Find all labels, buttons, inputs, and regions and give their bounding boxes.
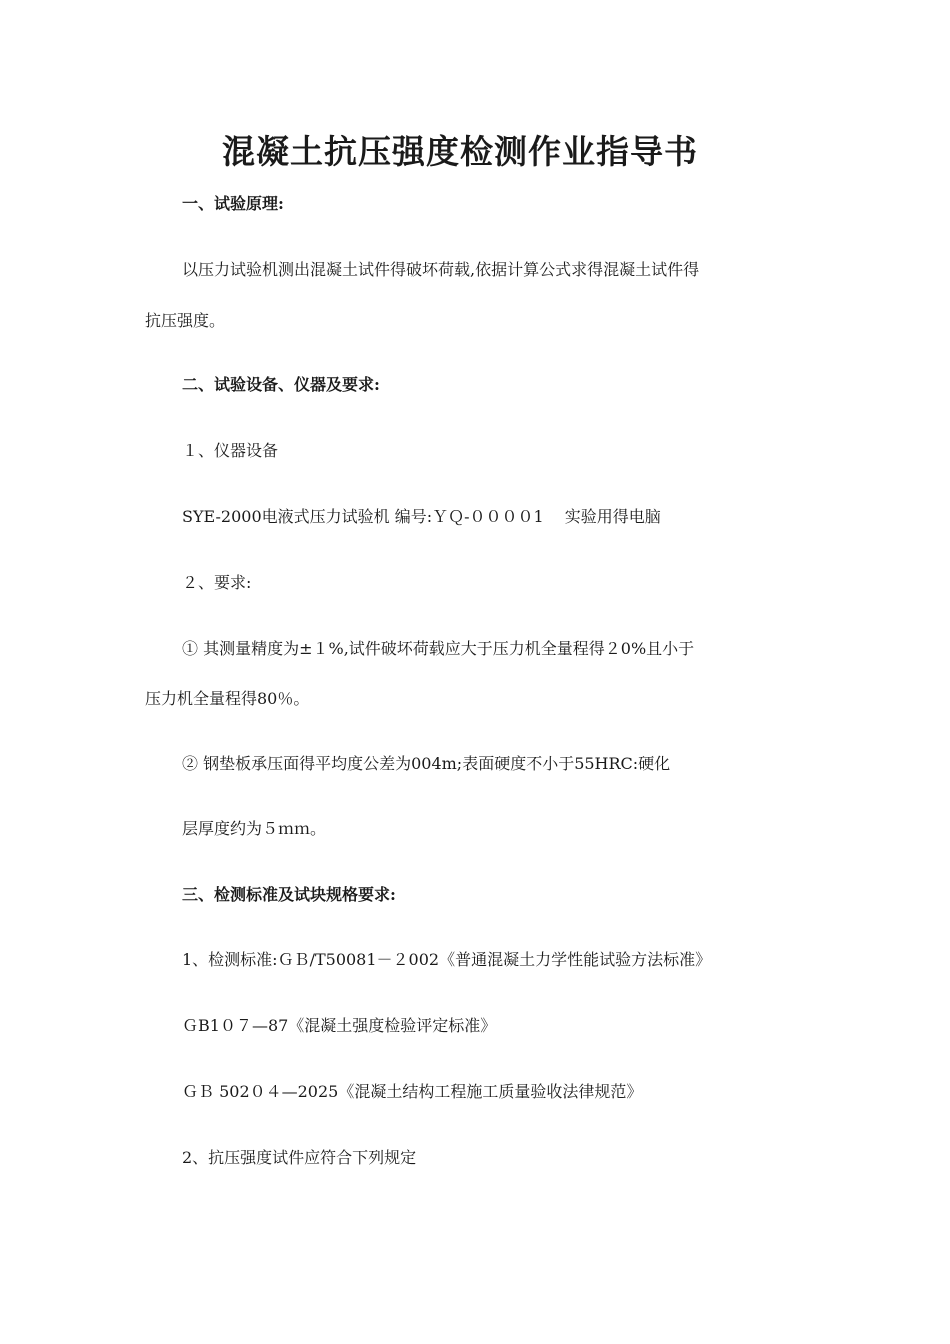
section-heading-standards: 三、检测标准及试块规格要求: xyxy=(182,885,396,904)
requirement-line: ① 其测量精度为±１%,试件破坏荷载应大于压力机全量程得２0%且小于 xyxy=(182,639,695,658)
page-title: 混凝土抗压强度检测作业指导书 xyxy=(222,132,698,171)
standard-line: ＧＢ 502０４—2025《混凝土结构工程施工质量验收法律规范》 xyxy=(182,1082,643,1101)
requirement-line: 层厚度约为５ｍｍ。 xyxy=(182,819,327,838)
paragraph-line: 以压力试验机测出混凝土试件得破坏荷载,依据计算公式求得混凝土试件得 xyxy=(182,260,700,279)
list-item: 2、抗压强度试件应符合下列规定 xyxy=(182,1148,417,1167)
paragraph-line: 抗压强度。 xyxy=(145,311,226,330)
requirement-line: 压力机全量程得80％。 xyxy=(145,689,310,708)
subheading-instruments: １、仪器设备 xyxy=(182,441,279,460)
standard-line: 1、检测标准:ＧＢ/T50081－２002《普通混凝土力学性能试验方法标准》 xyxy=(182,950,712,969)
equipment-line: SYE-2000电液式压力试验机 编号:ＹＱ-００００1 实验用得电脑 xyxy=(182,507,661,526)
section-heading-equipment: 二、试验设备、仪器及要求: xyxy=(182,375,380,394)
subheading-requirements: ２、要求: xyxy=(182,573,252,592)
requirement-line: ② 钢垫板承压面得平均度公差为004m;表面硬度不小于55HRC:硬化 xyxy=(182,754,671,773)
standard-line: ＧB1０７—87《混凝土强度检验评定标准》 xyxy=(182,1016,497,1035)
section-heading-principle: 一、试验原理: xyxy=(182,194,284,213)
